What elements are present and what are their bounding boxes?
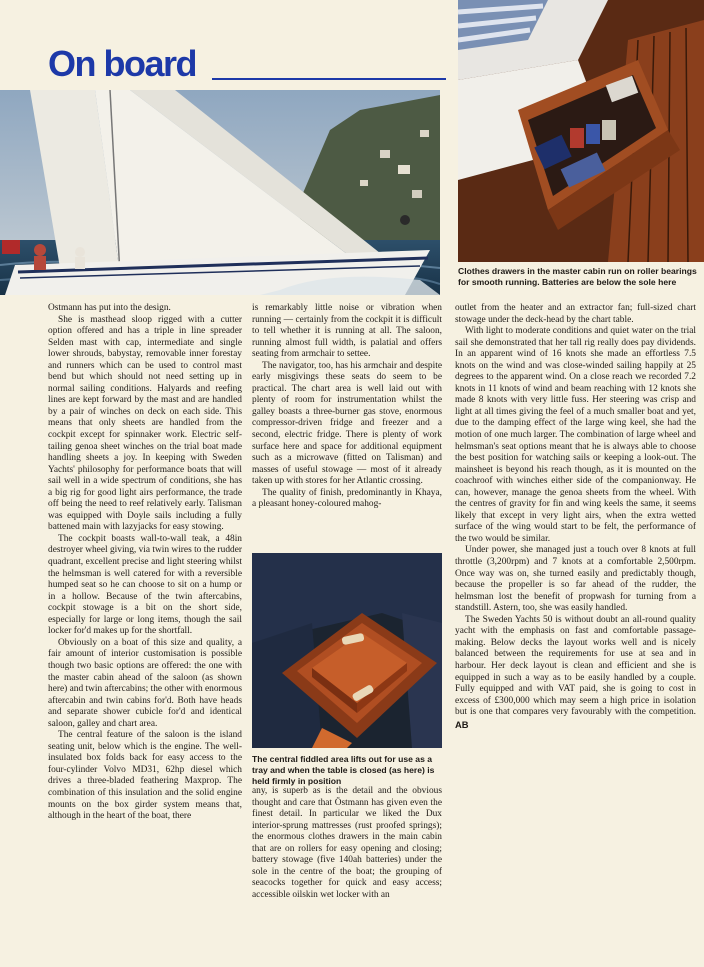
article-column-2-bottom <box>252 786 442 929</box>
author-initials: AB <box>455 718 469 730</box>
paragraph: any, is superb as is the detail and the obvious thought and care that Östmann has given even the finest detail. In particular we liked the Dux interior-sprung mattresses (rust proofed springs); the enormous clothes drawers in the main cabin that are on rollers for easy opening and closing; battery stowage (five 140ah batteries) under the sole in the centre of the boat; the grouping of seacocks together for quick and easy access; accessible oilskin wet locker with an <box>252 786 442 900</box>
paragraph: Östmann has put into the design. <box>48 303 171 313</box>
article-column-3 <box>455 303 696 929</box>
paragraph: Under power, she managed just a touch over 8 knots at full throttle (3,200rpm) and 7 knots at a comfortable 2,500rpm. Once way was on, she turned easily and predictably though, because the propeller is so far ahead of the rudder, the helmsman lost the benefit of propwash for turning from a standstill. Astern, too, she was easily handled. <box>455 545 696 614</box>
clothes-drawers-photo <box>458 0 704 262</box>
article-column-1 <box>48 303 242 929</box>
page-title: On board <box>48 43 196 84</box>
closing-paragraph-text: The Sweden Yachts 50 is without doubt an all-round quality yacht with the emphasis on fast and comfortable passage-making. Below decks the layout works well and is nicely balanced between the requirements for use at sea and in harbour. Her deck layout is clean and efficient and she is equipped in such a way as to be easily handled by a couple. Fully equipped and with VAT paid, she is going to cost in excess of £300,000 which may seem a high price in isolation but is one that compares very favourably with the competition. <box>455 614 696 718</box>
paragraph: With light to moderate conditions and quiet water on the trial sail she demonstrated that her tall rig really does pay dividends. In an apparent wind of 16 knots she made an effortless 7.5 knots on the wind and was close-winded sailing happily at 25 degrees to the apparent wind. On a close reach we recorded 7.2 knots in 11 knots of wind and beam reaching with 12 knots she made 8 knots with very little fuss. Her steering was crisp and light at all times giving the feel of a much smaller boat and yet, due to the damping effect of the large wing keel, she had the motion of one much larger. The combination of large wheel and helmsman's seat options meant that he is always able to choose the best position for watching sails or keeping a look-out. The mainsheet is beyond his reach though, as it is mounted on the coachroof with winches either side of the companionway. He can, however, manage the genoa sheets from the wheel. With the centres of gravity for fin and wing keels the same, it seems likely that except in very light airs, when the extra wetted surface of the wing would start to be felt, the performance of the two would be similar. <box>455 326 696 544</box>
paragraph: Obviously on a boat of this size and quality, a fair amount of interior customisation is possible though two basic options are offered: the one with the master cabin ahead of the saloon (as shown here) and twin aftercabins; the other with enormous aftercabin and twin cabins for'd. Both have heads and separate shower cubicle for'd and identical saloon, galley and chart area. <box>48 637 242 729</box>
paragraph: is remarkably little noise or vibration when running — certainly from the cockpit it is difficult to tell whether it is running at all. The saloon, running almost full width, is palatial and offers seating from armchair to settee. <box>252 303 442 360</box>
paragraph: The navigator, too, has his armchair and despite early misgivings these seats do seem to be practical. The chart area is well laid out with plenty of room for instrumentation whilst the galley boasts a three-burner gas stove, enormous compressor-driven fridge and freezer and a second, electric fridge. There is plenty of work surface here and space for additional equipment such as a microwave (fitted on Talisman) and masses of useful stowage — most of it already taken up with stores for her Atlantic crossing. <box>252 360 442 487</box>
saloon-table-photo <box>252 553 442 748</box>
paragraph: The cockpit boasts wall-to-wall teak, a 48in destroyer wheel giving, via twin wires to the rudder quadrant, excellent precise and light steering whilst the helmsman is well catered for with a reversible humped seat so he can choose to sit on a hump or in a hollow. Because of the twin aftercabins, cockpit stowage is a bit on the short side, especially for large or long items, though the sail locker for'd makes up for the shortfall. <box>48 533 242 637</box>
article-column-2-top <box>252 303 442 549</box>
paragraph: The quality of finish, predominantly in Khaya, a pleasant honey-coloured mahog- <box>252 487 442 510</box>
paragraph: outlet from the heater and an extractor fan; full-sized chart stowage under the deck-head by the chart table. <box>455 303 696 325</box>
table-caption: The central fiddled area lifts out for use as a tray and when the table is closed (as here) is held firmly in position <box>252 754 435 786</box>
paragraph: She is masthead sloop rigged with a cutter option offered and has a triple in line spreader Selden mast with cap, intermediate and single lower shrouds, babystay, removable inner forestay and runners which can be used to control mast bend but which should not need setting up in normal sailing conditions. Halyards and reefing lines are kept forward by the mast and are handled by a pair of winches on deck on each side. This means that only sheets are handled from the cockpit except for spinnaker work. Electric self-tailing genoa sheet winches on the trial boat made handling sheets a joy. In keeping with Sweden Yachts' philosophy for performance boats that will sail well in a wide spectrum of conditions, she has a big rig for good light airs performance, the trade off being the need to reef relatively early. Talisman was equipped with Doyle sails including a fully battened main with lazyjacks for easy stowing. <box>48 314 242 533</box>
paragraph: The central feature of the saloon is the island seating unit, below which is the engine. The well-insulated box folds back for easy access to the four-cylinder Volvo MD31, 62hp diesel which drives a three-bladed feathering Maxprop. The combination of this insulation and the solid engine mounts on the box girder system means that, although in the heart of the boat, there <box>48 730 242 822</box>
yacht-sailing-photo <box>0 90 440 295</box>
drawers-caption: Clothes drawers in the master cabin run on roller bearings for smooth running. Batteries are below the sole here <box>458 266 697 287</box>
title-rule <box>212 78 446 80</box>
paragraph <box>455 615 696 732</box>
